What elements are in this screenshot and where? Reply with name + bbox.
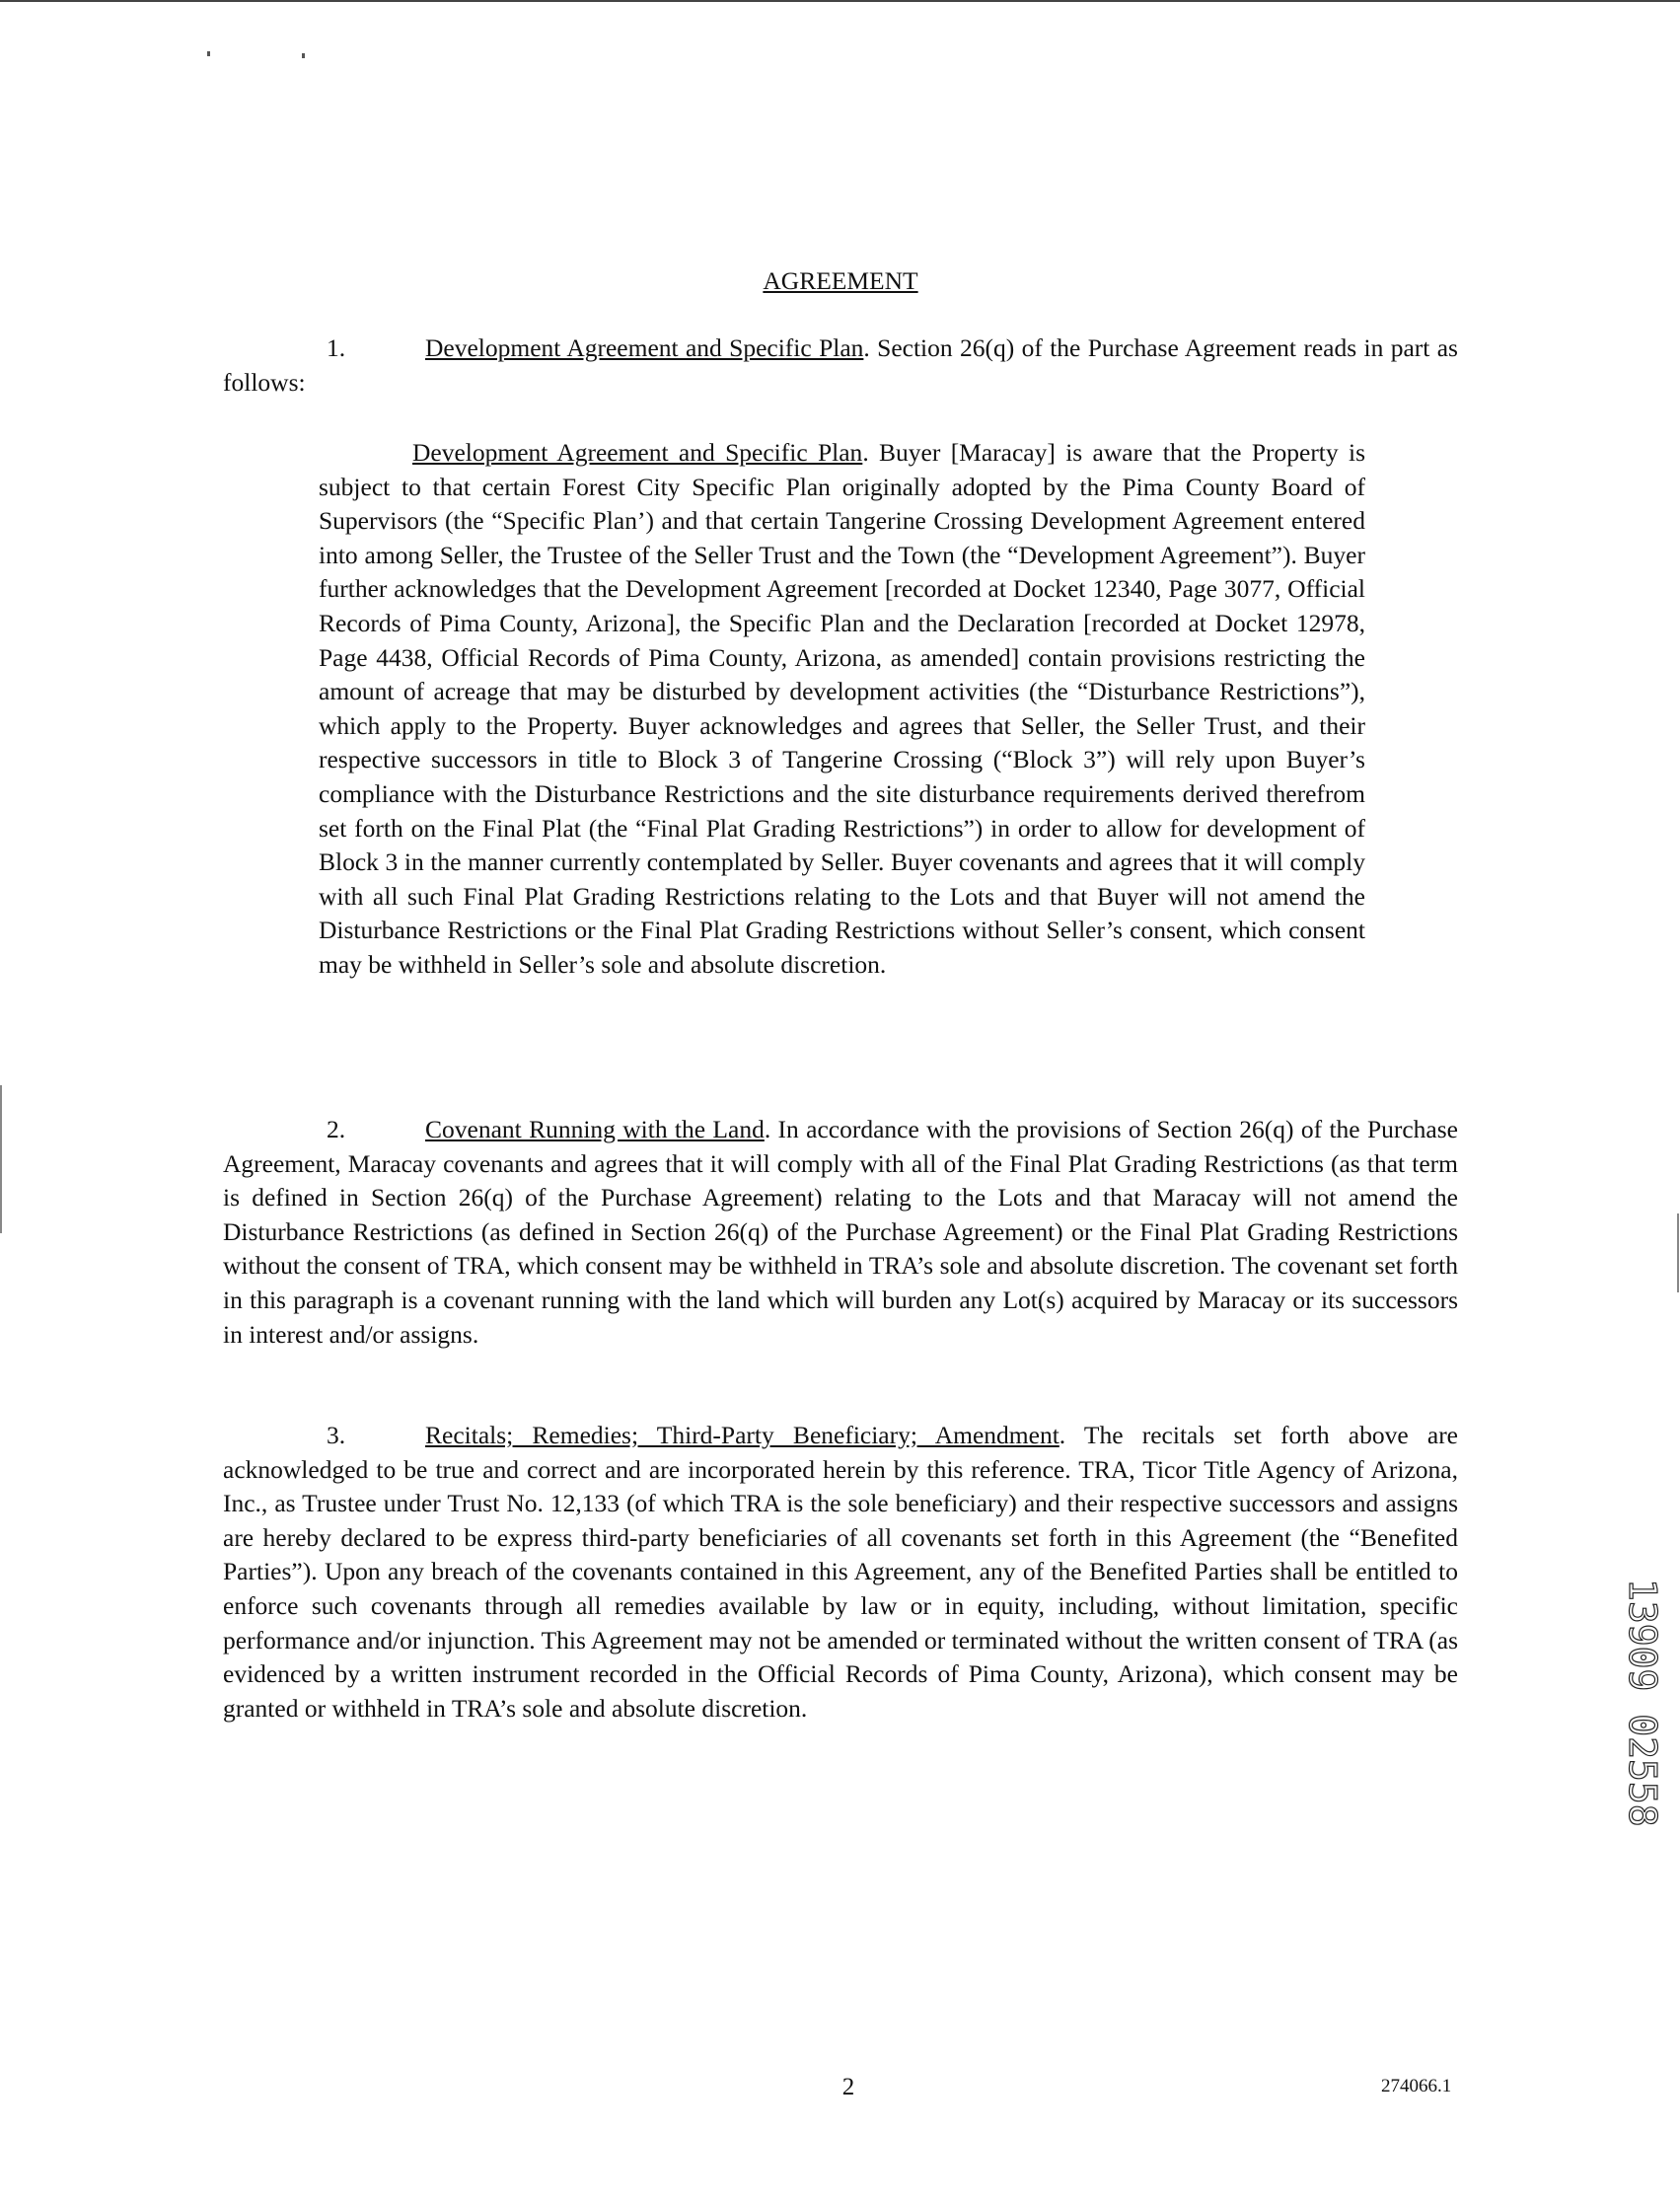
quoted-provision <box>319 436 1365 983</box>
scan-edge-line <box>0 0 1680 2</box>
scan-edge-mark <box>1677 1213 1679 1292</box>
scan-speck <box>302 53 305 58</box>
section-text: . Section 26(q) of the Purchase Agreement reads in part as follows: <box>223 333 1458 397</box>
scan-edge-mark <box>0 1085 2 1233</box>
page-number: 2 <box>841 2074 855 2100</box>
scan-speck <box>207 51 210 56</box>
section-3 <box>223 1419 1458 1726</box>
section-heading: Recitals; Remedies; Third-Party Beneficiary; Amendment <box>425 1421 1059 1449</box>
section-1 <box>223 331 1458 400</box>
section-number: 2. <box>327 1115 346 1143</box>
section-2 <box>223 1113 1458 1352</box>
section-text: . In accordance with the provisions of Section 26(q) of the Purchase Agreement, Maracay covenants and agrees that it will comply with all of the Final Plat Grading Restrictions (as that term is defined in Section 26(q) of the Purchase Agreement) relating to the Lots and that Maracay will not amend the Disturbance Restrictions (as defined in Section 26(q) of the Purchase Agreement) or the Final Plat Grading Restrictions without the consent of TRA, which consent may be withheld in TRA’s sole and absolute discretion. The covenant set forth in this paragraph is a covenant running with the land which will burden any Lot(s) acquired by Maracay or its successors in interest and/or assigns. <box>223 1115 1458 1349</box>
document-title: AGREEMENT <box>763 266 918 295</box>
section-number: 1. <box>327 333 346 362</box>
section-text: . The recitals set forth above are acknowledged to be true and correct and are incorporated herein by this reference. TRA, Ticor Title Agency of Arizona, Inc., as Trustee under Trust No. 12,133 (of which TRA is the sole beneficiary) and their respective successors and assigns are hereby declared to be express third-party beneficiaries of all covenants set forth in this Agreement (the “Benefited Parties”). Upon any breach of the covenants contained in this Agreement, any of the Benefited Parties shall be entitled to enforce such covenants through all remedies available by law or in equity, including, without limitation, specific performance and/or injunction. This Agreement may not be amended or terminated without the written consent of TRA (as evidenced by a written instrument recorded in the Official Records of Pima County, Arizona), which consent may be granted or withheld in TRA’s sole and absolute discretion. <box>223 1421 1459 1723</box>
section-number: 3. <box>327 1421 346 1449</box>
section-heading: Covenant Running with the Land <box>425 1115 765 1143</box>
recording-stamp <box>1612 1579 1671 1874</box>
quote-text: . Buyer [Maracay] is aware that the Property is subject to that certain Forest City Specific Plan originally adopted by the Pima County Board of Supervisors (the “Specific Plan’) and that certain Tangerine Crossing Development Agreement entered into among Seller, the Trustee of the Seller Trust and the Town (the “Development Agreement”). Buyer further acknowledges that the Development Agreement [recorded at Docket 12340, Page 3077, Official Records of Pima County, Arizona], the Specific Plan and the Declaration [recorded at Docket 12978, Page 4438, Official Records of Pima County, Arizona, as amended] contain provisions restricting the amount of acreage that may be disturbed by development activities (the “Disturbance Restrictions”), which apply to the Property. Buyer acknowledges and agrees that Seller, the Seller Trust, and their respective successors in title to Block 3 of Tangerine Crossing (“Block 3”) will rely upon Buyer’s compliance with the Disturbance Restrictions and the site disturbance requirements derived therefrom set forth on the Final Plat (the “Final Plat Grading Restrictions”) in order to allow for development of Block 3 in the manner currently contemplated by Seller. Buyer covenants and agrees that it will comply with all such Final Plat Grading Restrictions relating to the Lots and that Buyer will not amend the Disturbance Restrictions or the Final Plat Grading Restrictions without Seller’s consent, which consent may be withheld in Seller’s sole and absolute discretion. <box>319 438 1365 979</box>
section-heading: Development Agreement and Specific Plan <box>425 333 864 362</box>
quote-heading: Development Agreement and Specific Plan <box>412 438 863 467</box>
document-id: 274066.1 <box>1381 2076 1452 2096</box>
recording-stamp-text: 13909 02558 <box>1621 1579 1664 1827</box>
